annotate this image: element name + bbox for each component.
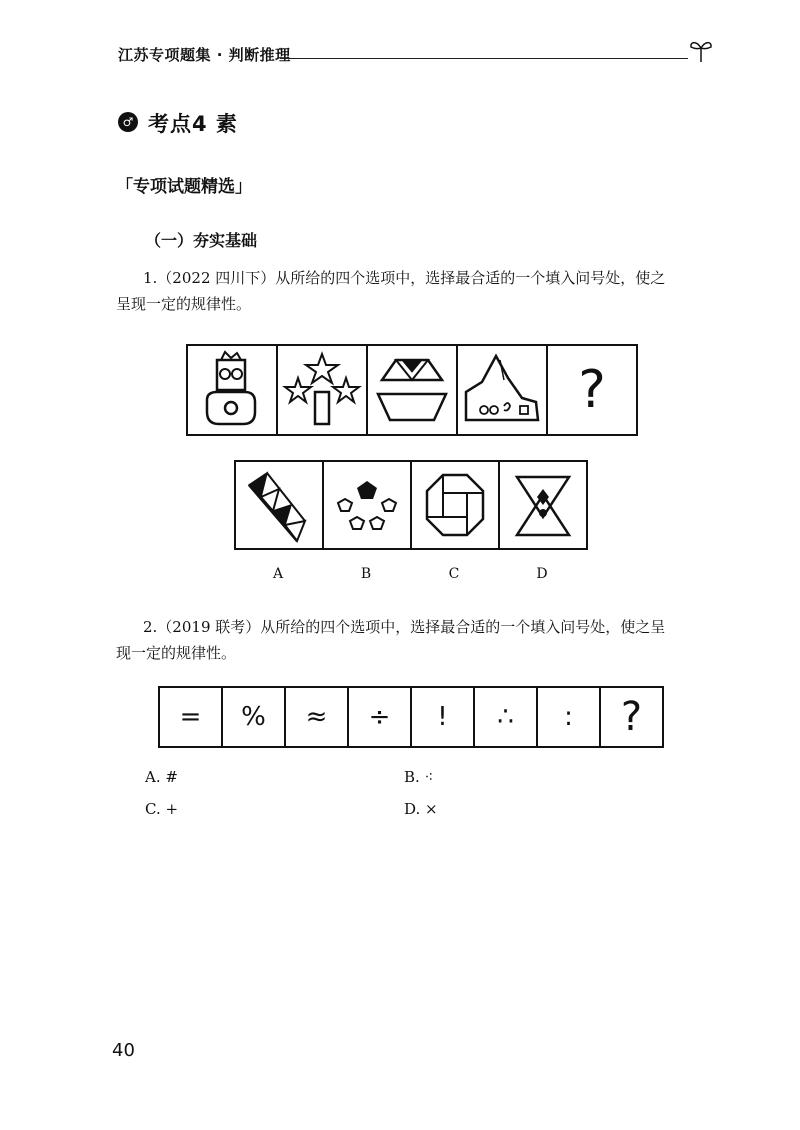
q2-text-line1: 2.（2019 联考）从所给的四个选项中，选择最合适的一个填入问号处，使之呈 xyxy=(143,618,666,636)
q1-option-d-figure[interactable] xyxy=(500,462,586,548)
q1-figure-sequence xyxy=(186,344,638,436)
q1-option-c-figure[interactable] xyxy=(412,462,500,548)
q2-text-line2: 现一定的规律性。 xyxy=(116,644,237,662)
q2-symbol-5: ! xyxy=(412,688,475,746)
q2-answer-c[interactable]: C. + xyxy=(145,800,179,818)
q1-figure-3 xyxy=(368,346,458,434)
q1-figure-1 xyxy=(188,346,278,434)
q1-text-line2: 呈现一定的规律性。 xyxy=(116,295,252,313)
q1-option-label-b: B xyxy=(360,566,372,582)
q1-figure-2 xyxy=(278,346,368,434)
q2-symbol-7: : xyxy=(538,688,601,746)
q2-symbol-1: = xyxy=(160,688,223,746)
q2-symbol-4: ÷ xyxy=(349,688,412,746)
q1-option-label-a: A xyxy=(272,566,284,582)
sprout-icon xyxy=(686,34,716,64)
q1-option-b-figure[interactable] xyxy=(324,462,412,548)
q2-symbol-6: ∴ xyxy=(475,688,538,746)
q2-question-mark: ? xyxy=(620,694,643,740)
subheading: 「专项试题精选」 xyxy=(116,177,252,197)
q2-symbol-sequence xyxy=(158,686,664,748)
q1-option-a-figure[interactable] xyxy=(236,462,324,548)
q1-figure-4 xyxy=(458,346,548,434)
q2-answer-a[interactable]: A. # xyxy=(145,768,178,786)
q1-option-label-c: C xyxy=(448,566,460,582)
q2-answer-d[interactable]: D. × xyxy=(404,800,438,818)
subsection-title: （一）夯实基础 xyxy=(145,231,258,250)
page-number: 40 xyxy=(112,1040,135,1061)
section-title: 考点4 素 xyxy=(148,112,238,136)
q1-question-mark: ? xyxy=(578,360,606,420)
q1-option-labels xyxy=(234,566,586,582)
q1-option-label-d: D xyxy=(536,566,548,582)
section-badge-icon: ♂ xyxy=(118,112,138,132)
running-header-title: 江苏专项题集 · 判断推理 xyxy=(118,46,291,64)
q2-answer-b[interactable]: B. ⁖ xyxy=(404,768,434,786)
q1-options xyxy=(234,460,588,550)
q2-symbol-3: ≈ xyxy=(286,688,349,746)
header-rule xyxy=(280,58,688,59)
q1-text-line1: 1.（2022 四川下）从所给的四个选项中，选择最合适的一个填入问号处，使之 xyxy=(143,269,666,287)
q2-symbol-2: % xyxy=(223,688,286,746)
